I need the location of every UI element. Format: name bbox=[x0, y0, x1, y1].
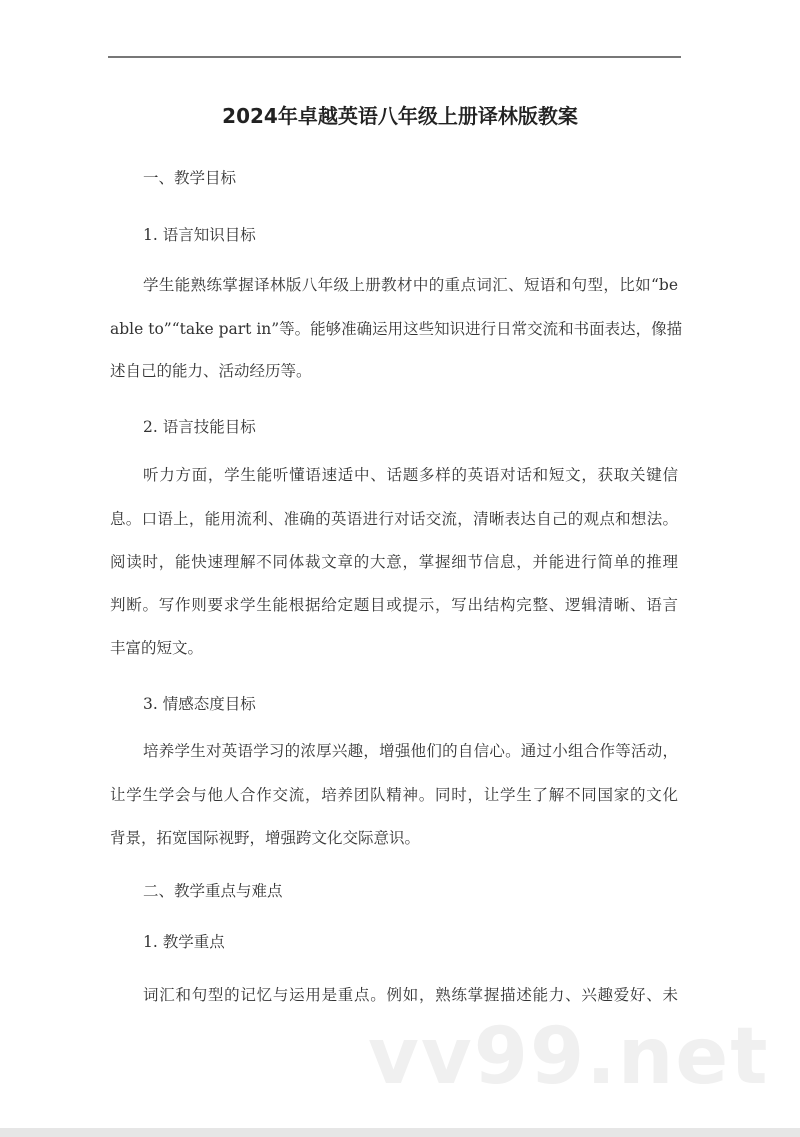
subsection-heading: 2. 语言技能目标 bbox=[143, 418, 256, 436]
paragraph-line: 述自己的能力、活动经历等。 bbox=[110, 362, 312, 380]
paragraph-line: 词汇和句型的记忆与运用是重点。例如，熟练掌握描述能力、兴趣爱好、未 bbox=[143, 986, 678, 1004]
section-heading: 二、教学重点与难点 bbox=[143, 882, 283, 900]
subsection-heading: 1. 教学重点 bbox=[143, 933, 225, 951]
document-title: 2024年卓越英语八年级上册译林版教案 bbox=[222, 104, 578, 128]
subsection-heading: 3. 情感态度目标 bbox=[143, 695, 256, 713]
subsection-heading: 1. 语言知识目标 bbox=[143, 226, 256, 244]
paragraph-line: able to”“take part in”等。能够准确运用这些知识进行日常交流和书面表达，像描 bbox=[110, 320, 683, 338]
paragraph-line: 让学生学会与他人合作交流，培养团队精神。同时，让学生了解不同国家的文化 bbox=[110, 786, 678, 804]
paragraph-line: 阅读时，能快速理解不同体裁文章的大意，掌握细节信息，并能进行简单的推理 bbox=[110, 553, 678, 571]
paragraph-line: 听力方面，学生能听懂语速适中、话题多样的英语对话和短文，获取关键信 bbox=[143, 466, 678, 484]
paragraph-line: 背景，拓宽国际视野，增强跨文化交际意识。 bbox=[110, 829, 421, 847]
paragraph-line: 息。口语上，能用流利、准确的英语进行对话交流，清晰表达自己的观点和想法。 bbox=[110, 510, 678, 528]
paragraph-line: 丰富的短文。 bbox=[110, 639, 204, 657]
page-bottom-edge bbox=[0, 1128, 800, 1137]
header-rule bbox=[108, 56, 681, 58]
paragraph-line: 学生能熟练掌握译林版八年级上册教材中的重点词汇、短语和句型，比如“be bbox=[143, 276, 678, 294]
paragraph-line: 判断。写作则要求学生能根据给定题目或提示，写出结构完整、逻辑清晰、语言 bbox=[110, 596, 678, 614]
watermark: vv99.net bbox=[368, 1012, 770, 1102]
section-heading: 一、教学目标 bbox=[143, 169, 237, 187]
paragraph-line: 培养学生对英语学习的浓厚兴趣，增强他们的自信心。通过小组合作等活动， bbox=[143, 742, 678, 760]
